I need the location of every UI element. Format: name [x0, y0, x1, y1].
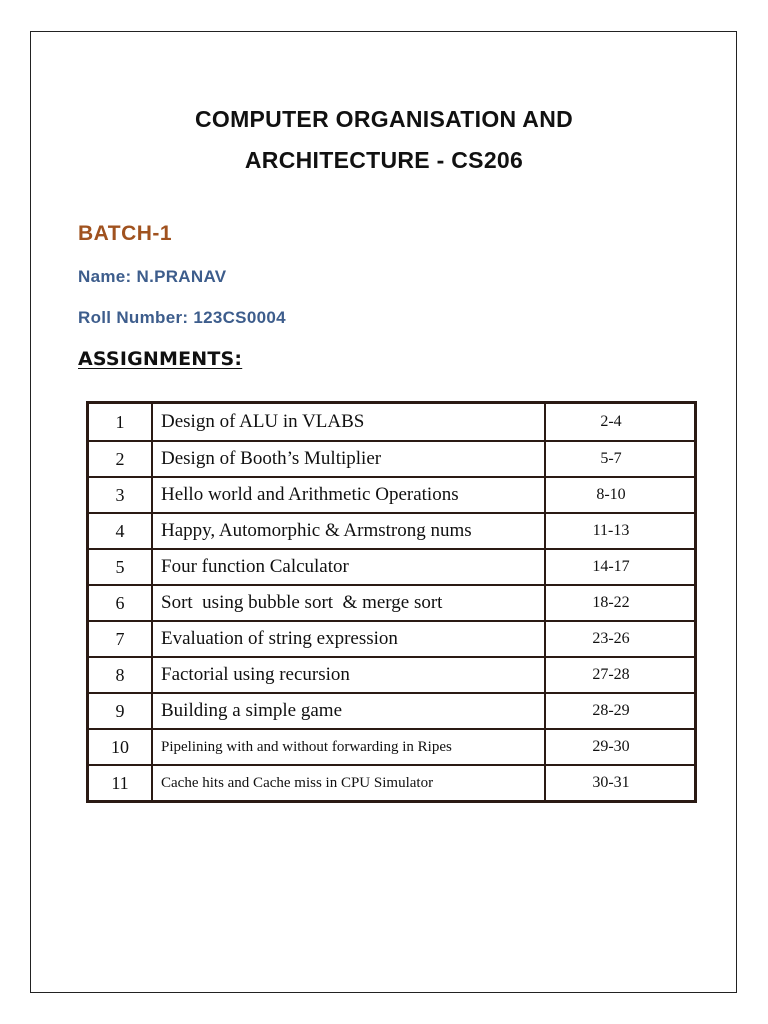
assignment-number: 3: [88, 477, 153, 513]
assignment-number: 9: [88, 693, 153, 729]
document-title-line-1: COMPUTER ORGANISATION AND: [194, 106, 574, 132]
assignments-heading: ASSIGNMENTS:: [78, 348, 243, 370]
assignment-number: 11: [88, 765, 153, 802]
table-row: [88, 403, 696, 442]
assignment-number: 5: [88, 549, 153, 585]
assignment-pages: 27-28: [545, 657, 696, 693]
assignment-title: Building a simple game: [152, 693, 545, 729]
table-row: [88, 621, 696, 657]
table-row: [88, 765, 696, 802]
table-row: [88, 657, 696, 693]
assignment-title: Cache hits and Cache miss in CPU Simulator: [152, 765, 545, 802]
assignments-table: [86, 401, 697, 803]
roll-number: Roll Number: 123CS0004: [78, 308, 286, 327]
assignment-pages: 18-22: [545, 585, 696, 621]
assignment-title: Pipelining with and without forwarding in Ripes: [152, 729, 545, 765]
table-row: [88, 549, 696, 585]
assignment-title: Design of Booth’s Multiplier: [152, 441, 545, 477]
assignment-title: Hello world and Arithmetic Operations: [152, 477, 545, 513]
batch-label: BATCH-1: [78, 222, 173, 245]
document-title-line-2: ARCHITECTURE - CS206: [244, 147, 524, 173]
assignment-pages: 11-13: [545, 513, 696, 549]
table-row: [88, 477, 696, 513]
assignment-pages: 2-4: [545, 403, 696, 442]
assignment-number: 1: [88, 403, 153, 442]
table-row: [88, 513, 696, 549]
assignment-number: 6: [88, 585, 153, 621]
assignment-title: Happy, Automorphic & Armstrong nums: [152, 513, 545, 549]
assignment-pages: 30-31: [545, 765, 696, 802]
assignment-number: 8: [88, 657, 153, 693]
table-row: [88, 729, 696, 765]
table-row: [88, 585, 696, 621]
assignment-pages: 5-7: [545, 441, 696, 477]
assignment-pages: 28-29: [545, 693, 696, 729]
assignment-title: Four function Calculator: [152, 549, 545, 585]
table-row: [88, 693, 696, 729]
assignment-pages: 8-10: [545, 477, 696, 513]
table-row: [88, 441, 696, 477]
assignment-pages: 29-30: [545, 729, 696, 765]
assignment-title: Factorial using recursion: [152, 657, 545, 693]
assignment-number: 10: [88, 729, 153, 765]
assignment-pages: 14-17: [545, 549, 696, 585]
assignment-pages: 23-26: [545, 621, 696, 657]
assignment-number: 4: [88, 513, 153, 549]
assignment-number: 7: [88, 621, 153, 657]
assignment-title: Sort using bubble sort & merge sort: [152, 585, 545, 621]
assignment-title: Evaluation of string expression: [152, 621, 545, 657]
student-name: Name: N.PRANAV: [78, 267, 227, 286]
assignment-number: 2: [88, 441, 153, 477]
assignment-title: Design of ALU in VLABS: [152, 403, 545, 442]
